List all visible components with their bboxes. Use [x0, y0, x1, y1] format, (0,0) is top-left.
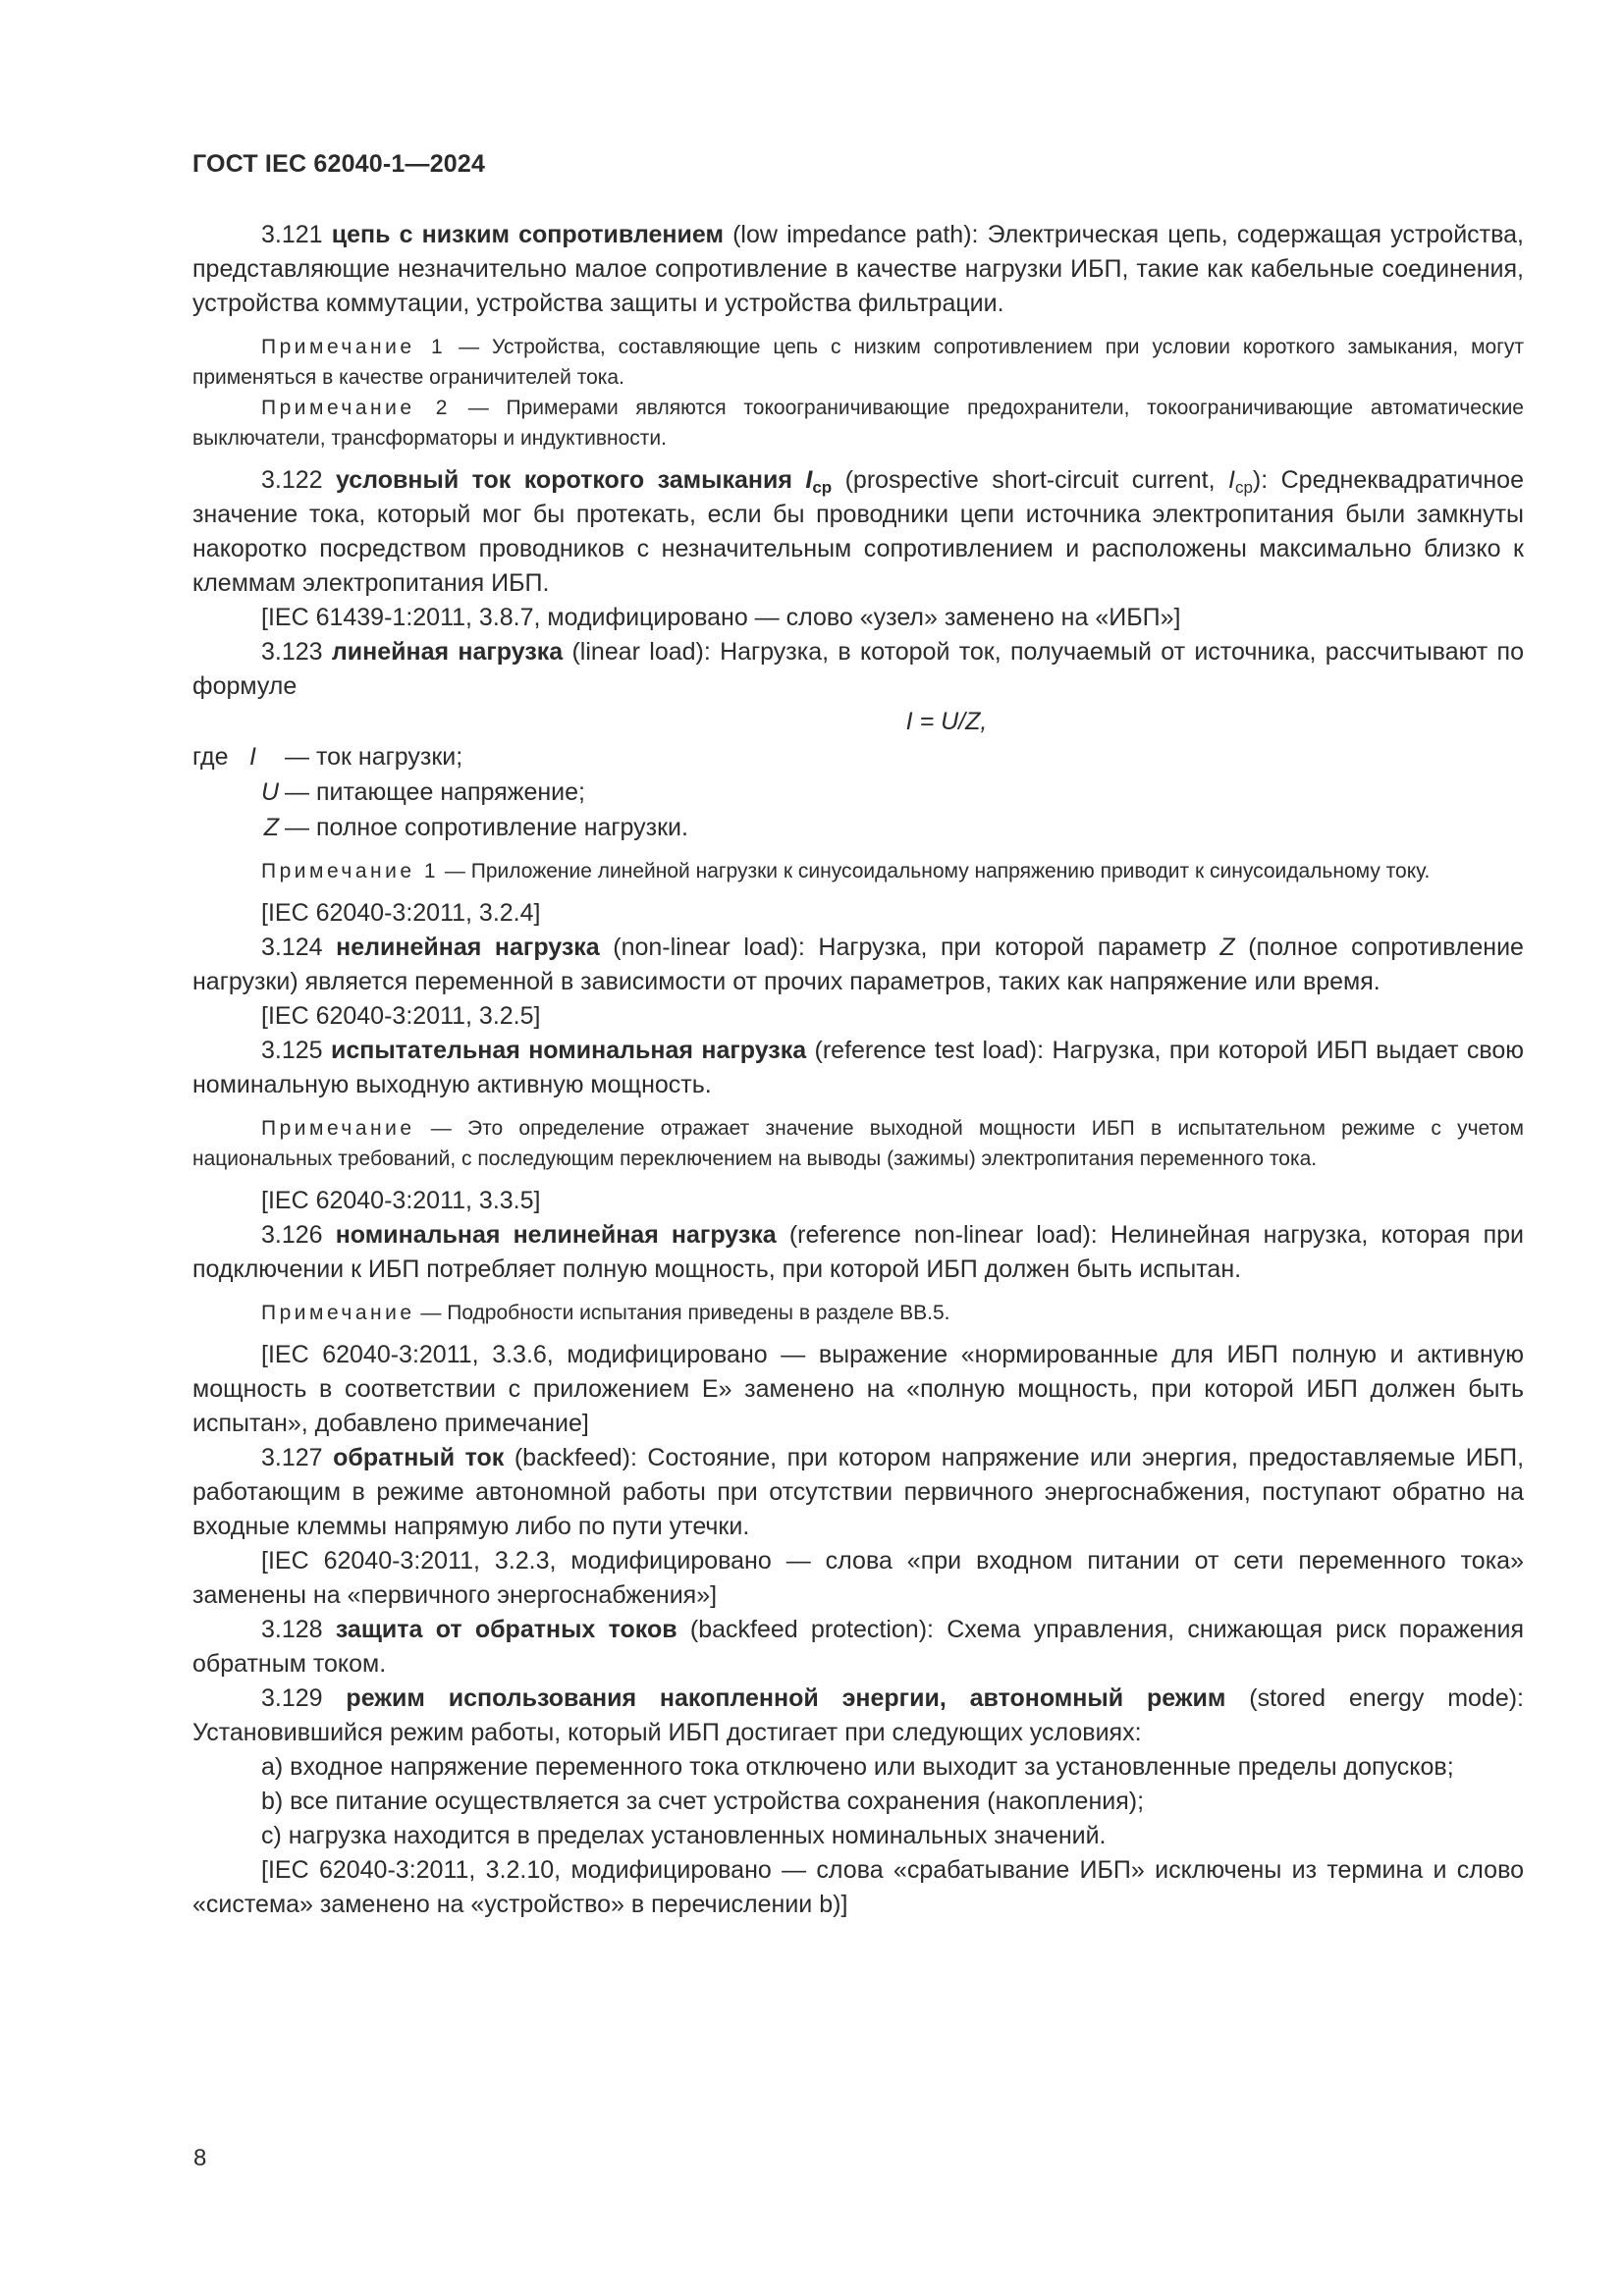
definition-text: (non-linear load): Нагрузка, при которой параметр [613, 934, 1207, 961]
note-label: Примечание 2 [261, 397, 451, 419]
clause-number: 3.125 [261, 1037, 323, 1064]
definition-3-129 [192, 1682, 1524, 1750]
definition-3-123 [192, 635, 1524, 704]
definition-3-127 [192, 1441, 1524, 1544]
definition-3-124 [192, 931, 1524, 999]
where-label: где [192, 743, 229, 771]
legend-text: — питающее напряжение; [285, 778, 585, 806]
formula: I = U/Z, [905, 708, 988, 735]
note [192, 1298, 1524, 1328]
definition-3-125 [192, 1034, 1524, 1102]
definition-text: (reference non-linear load): Нелинейная нагрузка, которая при подключении к ИБП потребляет полную мощность, при которой ИБП должен быть испытан. [192, 1221, 1525, 1283]
page-number: 8 [193, 2145, 207, 2171]
clause-number: 3.121 [261, 221, 323, 248]
clause-number: 3.129 [261, 1684, 323, 1712]
source-reference: [IEC 62040-3:2011, 3.2.5] [261, 1002, 541, 1030]
definition-text: ): Среднеквадратичное значение тока, который мог бы протекать, если бы проводники цепи источника электропитания были замкнуты накоротко посредством проводников с незначительным сопротивлением и расположены максимально близко к клеммам электропитания ИБП. [192, 466, 1524, 597]
standard-header: ГОСТ IEC 62040-1—2024 [192, 150, 486, 178]
clause-number: 3.122 [261, 466, 323, 494]
definition-text: (полное сопротивление нагрузки) является переменной в зависимости от прочих параметров, таких как напряжение или время. [192, 934, 1524, 995]
note-label: Примечание [261, 1302, 415, 1324]
legend-text: — ток нагрузки; [285, 743, 463, 771]
list-item: a) входное напряжение переменного тока отключено или выходит за установленные пределы допусков; [261, 1753, 1454, 1781]
source-reference: [IEC 62040-3:2011, 3.3.5] [261, 1187, 541, 1214]
list-item: b) все питание осуществляется за счет устройства сохранения (накопления); [261, 1788, 1145, 1815]
note-text: — Приложение линейной нагрузки к синусоидальному напряжению приводит к синусоидальному току. [444, 860, 1431, 882]
clause-number: 3.127 [261, 1444, 323, 1471]
note-text: — Устройства, составляющие цепь с низким сопротивлением при условии короткого замыкания, могут применяться в качестве ограничителей тока. [192, 336, 1524, 389]
legend-symbol: I [249, 743, 256, 771]
legend-row [192, 739, 1524, 774]
legend-text: — полное сопротивление нагрузки. [285, 814, 688, 841]
symbol: I [1228, 466, 1235, 494]
symbol-subscript: ср [1234, 478, 1253, 498]
term: защита от обратных токов [335, 1616, 677, 1643]
clause-number: 3.123 [261, 638, 323, 666]
source-reference: [IEC 62040-3:2011, 3.2.4] [261, 899, 541, 927]
note-label: Примечание [261, 1117, 415, 1140]
definition-text: (prospective short-circuit current, [844, 466, 1216, 494]
definition-text: (backfeed): Состояние, при котором напряжение или энергия, предоставляемые ИБП, работающим в режиме автономной работы при отсутствии первичного энергоснабжения, поступают обратно на входные клеммы напрямую либо по пути утечки. [192, 1444, 1525, 1540]
note-text: — Примерами являются токоограничивающие предохранители, токоограничивающие автоматические выключатели, трансформаторы и индуктивности. [192, 397, 1524, 450]
note [192, 332, 1524, 393]
note [192, 393, 1524, 454]
legend-row [192, 810, 1524, 845]
definition-3-128 [192, 1613, 1524, 1682]
definition-text: (reference test load): Нагрузка, при которой ИБП выдает свою номинальную выходную активную мощность. [192, 1037, 1524, 1098]
clause-number: 3.128 [261, 1616, 323, 1643]
definition-3-122 [192, 463, 1524, 601]
definition-text: (backfeed protection): Схема управления, снижающая риск поражения обратным током. [192, 1616, 1524, 1678]
note [192, 1113, 1524, 1174]
term: нелинейная нагрузка [336, 934, 600, 961]
note-label: Примечание 1 [261, 860, 440, 882]
term: условный ток короткого замыкания [336, 466, 792, 494]
note-text: — Подробности испытания приведены в разделе ВВ.5. [420, 1302, 950, 1324]
definition-text: (stored energy mode): Установившийся режим работы, который ИБП достигает при следующих условиях: [192, 1684, 1525, 1746]
clause-number: 3.126 [261, 1221, 323, 1249]
clause-number: 3.124 [261, 934, 323, 961]
note-label: Примечание 1 [261, 336, 447, 358]
definition-3-121 [192, 218, 1524, 321]
term: испытательная номинальная нагрузка [330, 1037, 807, 1064]
formula-legend [192, 739, 1524, 845]
page-body [192, 218, 1524, 1922]
source-reference: [IEC 62040-3:2011, 3.3.6, модифицировано — выражение «нормированные для ИБП полную и активную мощность в соответствии с приложением Е» заменено на «полную мощность, при которой ИБП должен быть испытан», добавлено примечание] [192, 1341, 1524, 1437]
symbol-subscript: ср [812, 478, 833, 498]
term: обратный ток [333, 1444, 505, 1471]
symbol: I [805, 466, 813, 494]
legend-symbol: Z [263, 814, 279, 841]
source-reference: [IEC 62040-3:2011, 3.2.10, модифицировано — слова «срабатывание ИБП» исключены из термина и слово «система» заменено на «устройство» в перечислении b)] [192, 1856, 1524, 1918]
source-reference: [IEC 61439-1:2011, 3.8.7, модифицировано — слово «узел» заменено на «ИБП»] [261, 604, 1181, 631]
definition-3-126 [192, 1218, 1524, 1287]
source-reference: [IEC 62040-3:2011, 3.2.3, модифицировано — слова «при входном питании от сети переменного тока» заменены на «первичного энергоснабжения»] [192, 1547, 1524, 1609]
term: линейная нагрузка [331, 638, 564, 666]
term: режим использования накопленной энергии, автономный режим [346, 1684, 1226, 1712]
term: цепь с низким сопротивлением [331, 221, 724, 248]
list-item: c) нагрузка находится в пределах установленных номинальных значений. [261, 1822, 1107, 1849]
term: номинальная нелинейная нагрузка [335, 1221, 777, 1249]
note [192, 856, 1524, 886]
symbol: Z [1219, 934, 1235, 961]
definition-text: (low impedance path): Электрическая цепь, содержащая устройства, представляющие незначительно малое сопротивление в качестве нагрузки ИБП, такие как кабельные соединения, устройства коммутации, устройства защиты и устройства фильтрации. [192, 221, 1524, 317]
legend-symbol: U [260, 778, 279, 806]
definition-text: (linear load): Нагрузка, в которой ток, получаемый от источника, рассчитывают по формуле [192, 638, 1524, 700]
note-text: — Это определение отражает значение выходной мощности ИБП в испытательном режиме с учетом национальных требований, с последующим переключением на выводы (зажимы) электропитания переменного тока. [192, 1117, 1524, 1170]
legend-row [192, 774, 1524, 810]
